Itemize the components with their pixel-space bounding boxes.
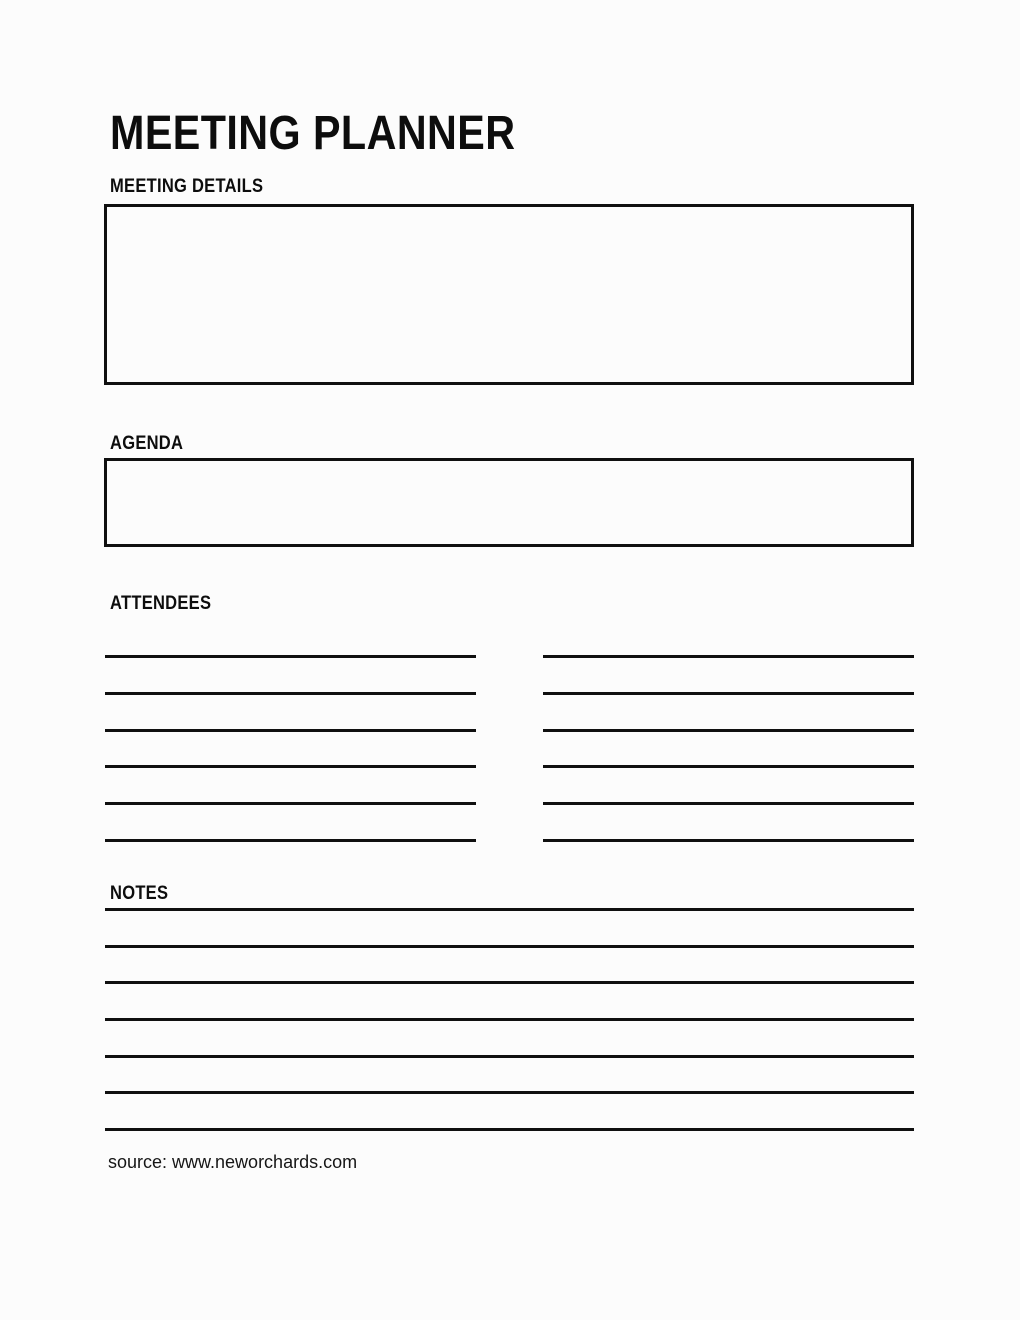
attendee-line[interactable] bbox=[543, 802, 914, 805]
notes-label: NOTES bbox=[110, 883, 169, 904]
attendee-line[interactable] bbox=[543, 729, 914, 732]
notes-lines bbox=[105, 908, 914, 1131]
note-line[interactable] bbox=[105, 908, 914, 911]
attendee-line[interactable] bbox=[105, 839, 476, 842]
attendee-line[interactable] bbox=[105, 729, 476, 732]
attendee-line[interactable] bbox=[105, 692, 476, 695]
attendee-line[interactable] bbox=[543, 655, 914, 658]
attendees-column-right bbox=[543, 655, 914, 842]
attendees-label: ATTENDEES bbox=[110, 593, 212, 614]
meeting-details-box[interactable] bbox=[104, 204, 914, 385]
note-line[interactable] bbox=[105, 945, 914, 948]
agenda-label: AGENDA bbox=[110, 433, 184, 454]
note-line[interactable] bbox=[105, 981, 914, 984]
attendee-line[interactable] bbox=[543, 765, 914, 768]
attendee-line[interactable] bbox=[543, 692, 914, 695]
meeting-details-label: MEETING DETAILS bbox=[110, 176, 264, 197]
note-line[interactable] bbox=[105, 1018, 914, 1021]
page-title: MEETING PLANNER bbox=[110, 107, 516, 161]
source-text: source: www.neworchards.com bbox=[108, 1152, 358, 1172]
attendee-line[interactable] bbox=[105, 655, 476, 658]
attendee-line[interactable] bbox=[105, 765, 476, 768]
attendees-column-left bbox=[105, 655, 476, 842]
note-line[interactable] bbox=[105, 1091, 914, 1094]
note-line[interactable] bbox=[105, 1055, 914, 1058]
attendee-line[interactable] bbox=[105, 802, 476, 805]
attendee-line[interactable] bbox=[543, 839, 914, 842]
agenda-box[interactable] bbox=[104, 458, 914, 547]
note-line[interactable] bbox=[105, 1128, 914, 1131]
